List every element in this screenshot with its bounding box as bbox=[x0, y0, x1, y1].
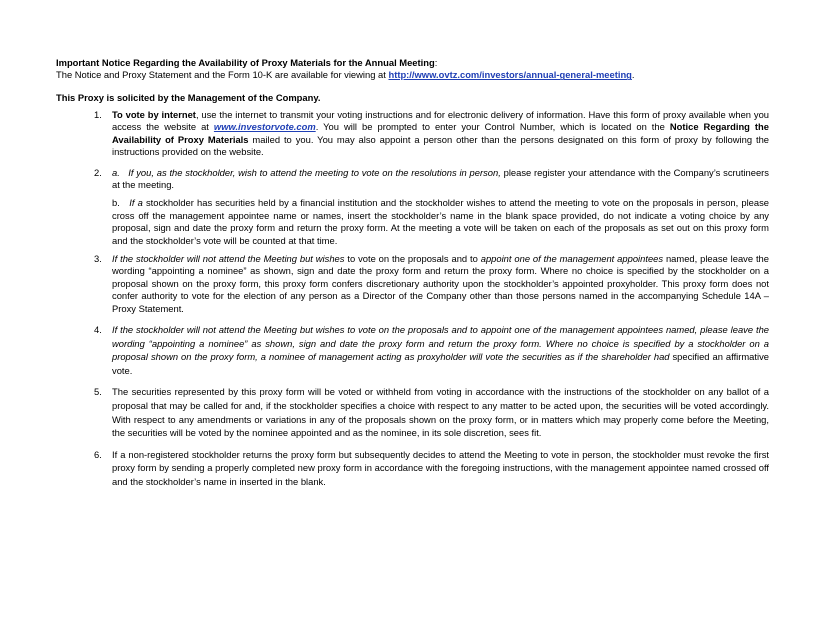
proxy-solicitation-statement: This Proxy is solicited by the Management of the Company. bbox=[56, 92, 321, 103]
sub-item-italic: If a bbox=[129, 197, 143, 209]
item-number: 5. bbox=[94, 386, 102, 398]
annual-meeting-link[interactable]: http://www.ovtz.com/investors/annual-general-meeting bbox=[388, 69, 632, 81]
instruction-item-3 bbox=[56, 253, 769, 315]
item-text: mailed to you. You may also appoint a person other than the persons designated on this form of proxy by following the instructions provided on the website. bbox=[112, 133, 770, 158]
instruction-item-2 bbox=[56, 167, 769, 247]
item-number: 2. bbox=[94, 166, 102, 178]
sub-item-text: please register your attendance with the Company’s scrutineers at the meeting. bbox=[112, 166, 769, 191]
item-text: The securities represented by this proxy form will be voted or withheld from voting in accordance with the instructions of the stockholder on any ballot of a proposal that may be called for and, if the stockholder specifies a choice with respect to any matter to be acted upon, the securities will be voted accordingly. With respect to any amendments or variations in any of the proposals shown on the proxy form, or in matters which may properly come before the Meeting, the securities will be voted by the nominee appointed and as the nominee, in its sole discretion, sees fit. bbox=[112, 386, 769, 439]
sub-item-text: stockholder has securities held by a financial institution and the stockholder wishes to attend the meeting to vote on the proposals in person, please cross off the management appointee name or names, insert the stockholder’s name in the blank space provided, do not indicate a voting choice by any proposal, sign and date the proxy form and return the proxy form. At the meeting a vote will be taken on each of the proposals as set out on this proxy form and the stockholder’s vote will be counted at that time. bbox=[112, 197, 769, 246]
item-italic: appoint one of the management appointees bbox=[480, 253, 664, 265]
item-text: , use the internet to transmit your voting instructions and for electronic delivery of information. Have this form of proxy available when you access the website at bbox=[112, 109, 769, 133]
sub-item-a bbox=[112, 167, 769, 192]
item-text: . You will be prompted to enter your Control Number, which is located on the bbox=[315, 121, 670, 133]
sub-item-b bbox=[112, 197, 769, 247]
item-number: 4. bbox=[94, 324, 102, 336]
notice-heading-line bbox=[56, 57, 771, 69]
sub-item-italic: If you, as the stockholder, wish to attend the meeting to vote on the resolutions in person, bbox=[128, 166, 501, 178]
instruction-item-6 bbox=[56, 448, 769, 489]
sub-item-label: b. bbox=[112, 197, 120, 209]
notice-line-text: The Notice and Proxy Statement and the Form 10-K are available for viewing at bbox=[56, 69, 389, 81]
item-text: named, please leave the wording “appointing a nominee” as shown, sign and date the proxy form and return the proxy form. Where no choice is specified by the stockholder on a proposal shown on the proxy form, this proxy form confers discretionary authority upon the stockholder’s appointed proxyholder. This proxy form does not confer authority to vote for the election of any person as a Director of the Company other than those persons named in the accompanying Schedule 14A – Proxy Statement. bbox=[112, 253, 769, 314]
item-text: to vote on the proposals and to bbox=[344, 253, 481, 265]
instructions-list bbox=[56, 109, 769, 489]
vote-by-internet-label: To vote by internet bbox=[112, 109, 196, 120]
item-number: 6. bbox=[94, 448, 102, 460]
notice-reference: Notice Regarding the Availability of Proxy Materials bbox=[112, 121, 769, 145]
sub-item-label: a. bbox=[112, 166, 120, 178]
investorvote-link[interactable]: www.investorvote.com bbox=[213, 121, 316, 133]
item-text: specified an affirmative vote. bbox=[112, 351, 769, 376]
notice-availability-line bbox=[56, 69, 771, 81]
instruction-item-4 bbox=[56, 323, 769, 377]
notice-line-end: . bbox=[631, 69, 635, 81]
notice-heading-colon: : bbox=[434, 57, 438, 68]
instruction-item-1 bbox=[56, 109, 769, 159]
notice-heading: Important Notice Regarding the Availability of Proxy Materials for the Annual Meeting bbox=[56, 57, 435, 68]
availability-notice bbox=[56, 57, 771, 82]
instruction-item-5 bbox=[56, 385, 769, 439]
item-text: If a non-registered stockholder returns the proxy form but subsequently decides to attend the Meeting to vote in person, the stockholder must revoke the first proxy form by sending a properly completed new proxy form in accordance with the foregoing instructions, with the management appointee named crossed off and the stockholder’s name in inserted in the blank. bbox=[112, 448, 769, 488]
item-italic: If the stockholder will not attend the Meeting but wishes to vote on the proposals and to appoint one of the management appointees named, please leave the wording “appointing a nominee” as shown, sign and date the proxy form and return the proxy form. Where no choice is specified by a stockholder on a proposal shown on the proxy form, a nominee of management acting as proxyholder will vote the securities as if the shareholder had bbox=[112, 324, 769, 363]
item-number: 3. bbox=[94, 253, 102, 265]
item-number: 1. bbox=[94, 109, 102, 120]
item-italic: If the stockholder will not attend the Meeting but wishes bbox=[112, 253, 345, 265]
